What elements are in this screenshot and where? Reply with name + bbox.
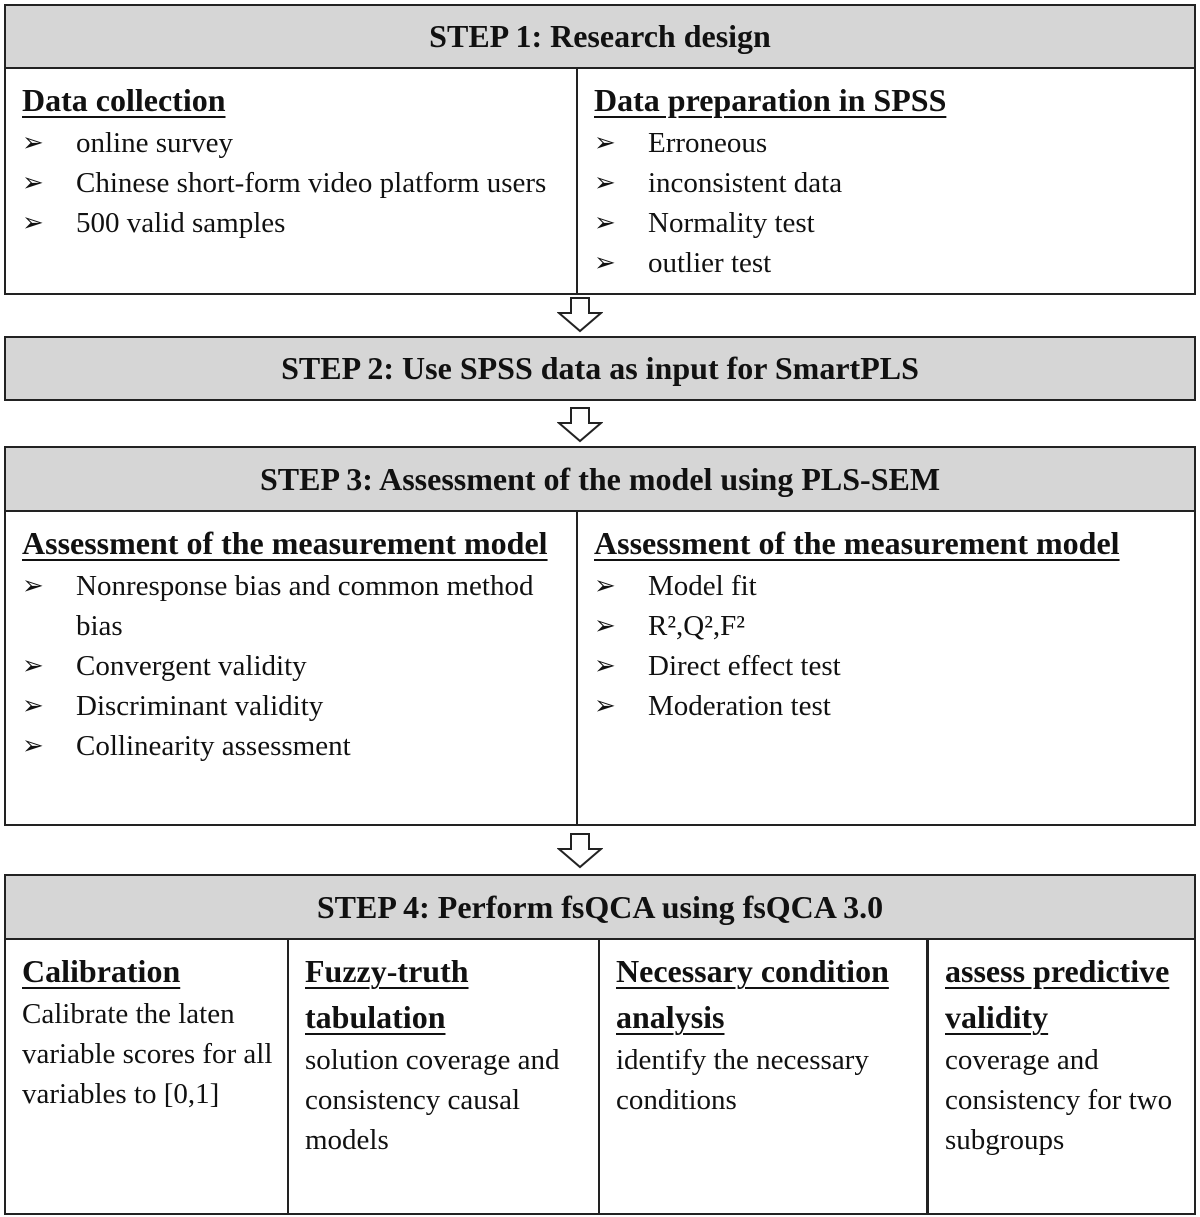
arrow-bullet-icon: ➢	[594, 248, 616, 277]
step4-fuzzy-truth-tabulation	[287, 940, 598, 1213]
list-item: ➢ Chinese short-form video platform users	[22, 163, 576, 203]
list-item: ➢ online survey	[22, 123, 576, 163]
arrow-bullet-icon: ➢	[594, 651, 616, 680]
step1-box	[4, 4, 1196, 295]
measurement-model-heading: Assessment of the measurement model	[22, 525, 548, 561]
step4-title: STEP 4: Perform fsQCA using fsQCA 3.0	[316, 888, 884, 925]
down-arrow-icon	[557, 297, 603, 333]
list-item: ➢ Direct effect test	[594, 646, 1194, 686]
arrow-bullet-icon: ➢	[594, 691, 616, 720]
calibration-heading: Calibration	[22, 953, 181, 989]
down-arrow-icon	[557, 833, 603, 869]
step3-title: STEP 3: Assessment of the model using PLS-SEM	[259, 460, 941, 497]
step3-box	[4, 446, 1196, 826]
step4-box	[4, 874, 1196, 1215]
step1-data-collection	[6, 69, 576, 293]
necessary-condition-text: identify the necessary conditions	[616, 1044, 869, 1116]
arrow-bullet-icon: ➢	[594, 208, 616, 237]
step4-header	[6, 876, 1194, 940]
list-item: ➢ Convergent validity	[22, 646, 576, 686]
fuzzy-truth-text: solution coverage and consistency causal models	[305, 1044, 560, 1156]
measurement-model-heading: Assessment of the measurement model	[594, 525, 1120, 561]
step4-necessary-condition	[598, 940, 926, 1213]
list-item: ➢ Model fit	[594, 566, 1194, 606]
list-item: ➢ Moderation test	[594, 686, 1194, 726]
list-item: ➢ Discriminant validity	[22, 686, 576, 726]
list-item: ➢ Normality test	[594, 203, 1194, 243]
step3-header	[6, 448, 1194, 512]
list-item: ➢ Erroneous	[594, 123, 1194, 163]
step1-data-preparation	[576, 69, 1194, 293]
list-item: ➢ R²,Q²,F²	[594, 606, 1194, 646]
data-preparation-heading: Data preparation in SPSS	[594, 82, 947, 118]
necessary-condition-heading: Necessary condition analysis	[616, 953, 889, 1035]
step4-calibration	[6, 940, 287, 1213]
calibration-text: Calibrate the laten variable scores for all variables to [0,1]	[22, 998, 273, 1110]
list-item: ➢ Nonresponse bias and common method bias	[22, 566, 576, 646]
step2-box	[4, 336, 1196, 401]
step3-measurement-model-right	[576, 512, 1194, 824]
list-item: ➢ inconsistent data	[594, 163, 1194, 203]
data-collection-heading: Data collection	[22, 82, 226, 118]
list-item: ➢ outlier test	[594, 243, 1194, 283]
arrow-bullet-icon: ➢	[22, 691, 44, 720]
list-item: ➢ Collinearity assessment	[22, 726, 576, 766]
down-arrow-icon	[557, 407, 603, 443]
arrow-bullet-icon: ➢	[594, 611, 616, 640]
step4-predictive-validity	[926, 940, 1194, 1213]
arrow-bullet-icon: ➢	[22, 571, 44, 600]
arrow-bullet-icon: ➢	[22, 128, 44, 157]
fuzzy-truth-heading: Fuzzy-truth tabulation	[305, 953, 469, 1035]
arrow-bullet-icon: ➢	[22, 651, 44, 680]
arrow-bullet-icon: ➢	[594, 168, 616, 197]
step1-header	[6, 6, 1194, 69]
predictive-validity-text: coverage and consistency for two subgroups	[945, 1044, 1173, 1156]
predictive-validity-heading: assess predictive validity	[945, 953, 1170, 1035]
step3-measurement-model-left	[6, 512, 576, 824]
arrow-bullet-icon: ➢	[594, 571, 616, 600]
arrow-bullet-icon: ➢	[22, 168, 44, 197]
step1-title: STEP 1: Research design	[429, 18, 771, 54]
list-item: ➢ 500 valid samples	[22, 203, 576, 243]
arrow-bullet-icon: ➢	[22, 208, 44, 237]
arrow-bullet-icon: ➢	[22, 731, 44, 760]
step2-title: STEP 2: Use SPSS data as input for SmartPLS	[281, 350, 919, 386]
arrow-bullet-icon: ➢	[594, 128, 616, 157]
